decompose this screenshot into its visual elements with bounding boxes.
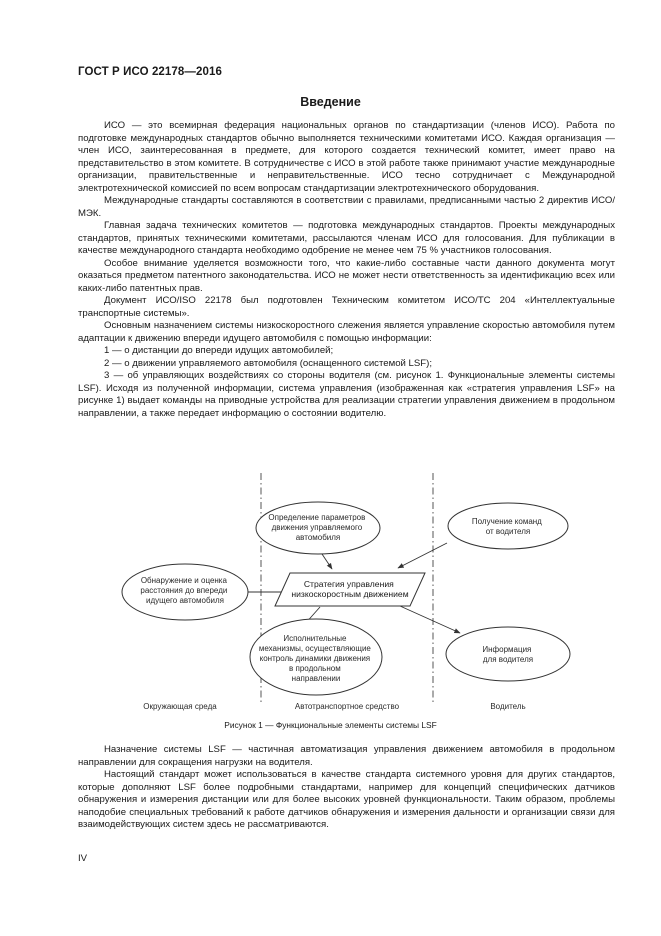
node-driver-info-label: Информация для водителя	[482, 645, 534, 664]
paragraph: Основным назначением системы низкоскоростного слежения является управление скоростью автомобиля путем адаптации к движению впереди идущего автомобиля с помощью информации:	[78, 320, 615, 344]
section-title: Введение	[300, 95, 361, 109]
paragraph: Главная задача технических комитетов — подготовка международных стандартов. Проекты международных стандартов, принятых техническими комитетами, рассылаются членам ИСО для голосования. Для публикации в качестве международного стандарта необходимо одобрение не менее чем 75 % участников голосования.	[78, 220, 615, 256]
node-detection-label: Обнаружение и оценка расстояния до впереди идущего автомобиля	[140, 576, 228, 605]
list-item: 1 — о дистанции до впереди идущих автомобилей;	[104, 345, 334, 356]
diagram-svg	[100, 471, 600, 715]
node-actuators-label: Исполнительные механизмы, осуществляющие контроль динамики движения в продольном направлении	[258, 634, 371, 683]
arrow-driver-to-strategy	[398, 543, 447, 568]
node-driver-commands-label: Получение команд от водителя	[471, 517, 542, 536]
paragraph: Международные стандарты составляются в соответствии с правилами, предписанными частью 2 директив ИСО/МЭК.	[78, 195, 615, 219]
paragraph: ИСО — это всемирная федерация национальных органов по стандартизации (членов ИСО). Работа по подготовке международных стандартов обычно выполняется техническими комитетами ИСО. Каждая организация — член ИСО, заинтересованная в предмете, для которого создается технический комитет, имеет право на представительство в этом комитете. В сотрудничестве с ИСО в этой работе также принимают участие международные организации, правительственные и неправительственные. ИСО тесно сотрудничает с Международной электротехнической комиссией по всем вопросам стандартизации электротехнического оборудования.	[78, 120, 615, 194]
node-strategy-label: Стратегия управления низкоскоростным движением	[291, 579, 409, 599]
closing-text	[78, 744, 615, 832]
document-header: ГОСТ Р ИСО 22178—2016	[78, 66, 223, 78]
paragraph: Настоящий стандарт может использоваться в качестве стандарта системного уровня для других стандартов, которые дополняют LSF более подробными стандартами, например для концепций специфических датчиков обнаружения и измерения дистанции или для более высоких уровней функциональности. Таким образом, проблемы наподобие специальных требований к работе датчиков обнаружения и измерения дальности и организации связи для взаимодействующих систем здесь не рассматриваются.	[78, 769, 615, 830]
node-vehicle-params-label: Определение параметров движения управляемого автомобиля	[268, 513, 366, 542]
list-item: 2 — о движении управляемого автомобиля (оснащенного системой LSF);	[104, 357, 433, 369]
paragraph: Назначение системы LSF — частичная автоматизация управления движением автомобиля в продольном направлении для сокращения нагрузки на водителя.	[78, 744, 615, 768]
zone-label-driver: Водитель	[490, 702, 526, 711]
node-driver-commands	[448, 503, 568, 549]
node-driver-info	[446, 627, 570, 681]
figure-caption: Рисунок 1 — Функциональные элементы системы LSF	[224, 720, 437, 730]
figure-lsf-diagram	[100, 471, 600, 715]
paragraph: Документ ИСО/ISO 22178 был подготовлен Техническим комитетом ИСО/ТС 204 «Интеллектуальные транспортные системы».	[78, 295, 615, 319]
arrow-strategy-to-driver-info	[400, 606, 460, 633]
list-item: 3 — об управляющих воздействиях со стороны водителя (см. рисунок 1. Функциональные элементы системы LSF). Исходя из полученной информации, система управления (изображенная как «стратегия управления LSF» на рисунке 1) выдает команды на приводные устройства для реализации стратегии управления движением в продольном направлении, а также передает информацию о состоянии водителю.	[78, 370, 615, 419]
zone-label-vehicle: Автотранспортное средство	[294, 702, 400, 711]
paragraph: Особое внимание уделяется возможности того, что какие-либо составные части данного документа могут оказаться предметом патентного законодательства. ИСО не может нести ответственность за идентификацию всех или каких-либо патентных прав.	[78, 257, 615, 294]
intro-text	[78, 120, 615, 420]
page-number: IV	[78, 853, 88, 864]
zone-label-environment: Окружающая среда	[143, 702, 217, 711]
